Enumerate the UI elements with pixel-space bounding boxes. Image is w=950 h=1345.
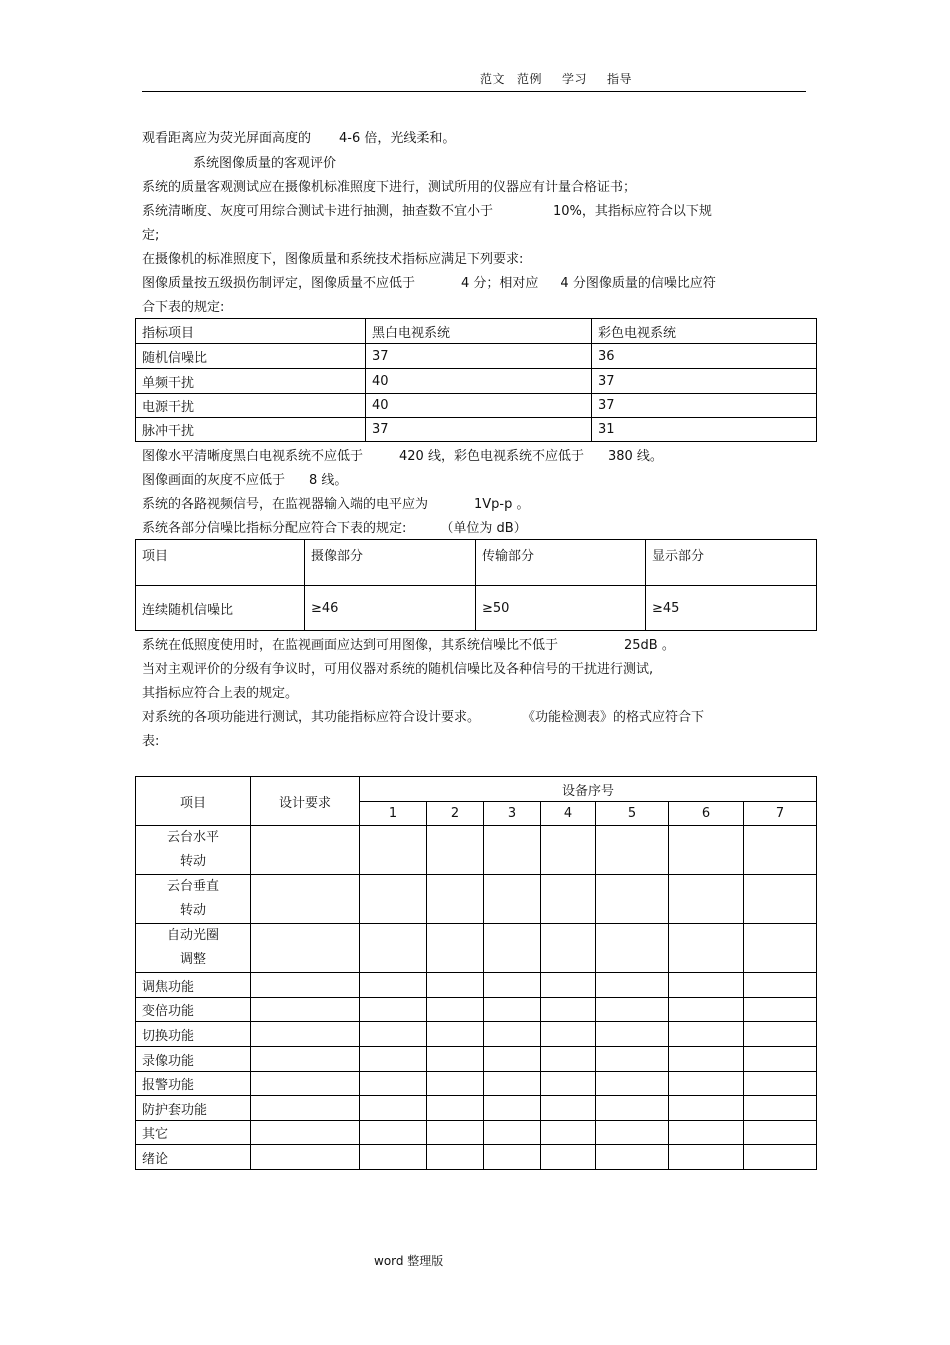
table-row: 云台水平转动 bbox=[136, 826, 817, 875]
page-footer: word 整理版 bbox=[374, 1254, 444, 1268]
text-line: 定; bbox=[142, 228, 160, 243]
table-header-cell: 项目 bbox=[136, 540, 305, 586]
table-row: 脉冲干扰 37 31 bbox=[136, 418, 817, 442]
table-row: 单频干扰 40 37 bbox=[136, 369, 817, 394]
text-line: 图像水平清晰度黑白电视系统不应低于 420 线，彩色电视系统不应低于 380 线。 bbox=[142, 449, 663, 464]
table-row: 报警功能 bbox=[136, 1072, 817, 1096]
snr-allocation-table bbox=[135, 539, 817, 631]
device-number-cell: 1 bbox=[360, 802, 427, 826]
device-number-cell: 6 bbox=[669, 802, 744, 826]
table-header-cell: 设计要求 bbox=[251, 777, 360, 826]
header-rule bbox=[142, 91, 806, 92]
table-header-cell: 显示部分 bbox=[646, 540, 817, 586]
text-line: 图像质量按五级损伤制评定，图像质量不应低于 4 分；相对应 4 分图像质量的信噪比应符 bbox=[142, 276, 716, 291]
table-row: 调焦功能 bbox=[136, 973, 817, 998]
table-row: 电源干扰 40 37 bbox=[136, 394, 817, 418]
table-row: 云台垂直转动 bbox=[136, 875, 817, 924]
text-line: 表: bbox=[142, 734, 160, 749]
table-header-cell: 摄像部分 bbox=[305, 540, 476, 586]
device-number-cell: 2 bbox=[427, 802, 484, 826]
text-line: 合下表的规定: bbox=[142, 300, 225, 315]
text-line: 观看距离应为荧光屏面高度的 4-6 倍，光线柔和。 bbox=[142, 131, 456, 146]
header-item: 范文 bbox=[480, 72, 506, 86]
page-header bbox=[480, 70, 644, 87]
table-row: 其它 bbox=[136, 1121, 817, 1145]
table-header-cell: 黑白电视系统 bbox=[366, 319, 592, 344]
table-row: 自动光圈调整 bbox=[136, 924, 817, 973]
text-line: 图像画面的灰度不应低于 8 线。 bbox=[142, 473, 348, 488]
text-line: 其指标应符合上表的规定。 bbox=[142, 686, 299, 701]
table-row: 防护套功能 bbox=[136, 1096, 817, 1121]
text-line: 系统的各路视频信号，在监视器输入端的电平应为 1Vp-p 。 bbox=[142, 497, 530, 512]
table-header-cell: 彩色电视系统 bbox=[592, 319, 817, 344]
text-line: 系统在低照度使用时，在监视画面应达到可用图像，其系统信噪比不低于 25dB 。 bbox=[142, 638, 675, 653]
table-header-cell: 指标项目 bbox=[136, 319, 366, 344]
text-line: 系统各部分信噪比指标分配应符合下表的规定: （单位为 dB） bbox=[142, 521, 527, 536]
section-heading: 系统图像质量的客观评价 bbox=[193, 156, 337, 171]
table-row: 随机信噪比 37 36 bbox=[136, 344, 817, 369]
device-number-cell: 5 bbox=[596, 802, 669, 826]
table-row: 绪论 bbox=[136, 1145, 817, 1170]
device-number-cell: 4 bbox=[541, 802, 596, 826]
device-number-cell: 3 bbox=[484, 802, 541, 826]
text-line: 系统的质量客观测试应在摄像机标准照度下进行，测试所用的仪器应有计量合格证书； bbox=[142, 180, 637, 195]
table-row: 变倍功能 bbox=[136, 998, 817, 1022]
snr-table bbox=[135, 318, 817, 442]
text-line: 系统清晰度、灰度可用综合测试卡进行抽测，抽查数不宜小于 10%，其指标应符合以下规 bbox=[142, 204, 712, 219]
table-row: 切换功能 bbox=[136, 1022, 817, 1047]
table-header-cell: 设备序号 bbox=[360, 777, 817, 802]
header-item: 学习 bbox=[562, 72, 588, 86]
function-check-table bbox=[135, 776, 817, 1170]
text-line: 在摄像机的标准照度下，图像质量和系统技术指标应满足下列要求: bbox=[142, 252, 524, 267]
table-header-cell: 传输部分 bbox=[476, 540, 646, 586]
text-line: 当对主观评价的分级有争议时，可用仪器对系统的随机信噪比及各种信号的干扰进行测试, bbox=[142, 662, 654, 677]
table-row: 连续随机信噪比 ≥46 ≥50 ≥45 bbox=[136, 586, 817, 631]
header-item: 指导 bbox=[607, 72, 633, 86]
table-row: 录像功能 bbox=[136, 1047, 817, 1072]
header-item: 范例 bbox=[517, 72, 543, 86]
text-line: 对系统的各项功能进行测试，其功能指标应符合设计要求。 《功能检测表》的格式应符合下 bbox=[142, 710, 705, 725]
device-number-cell: 7 bbox=[744, 802, 817, 826]
table-header-cell: 项目 bbox=[136, 777, 251, 826]
